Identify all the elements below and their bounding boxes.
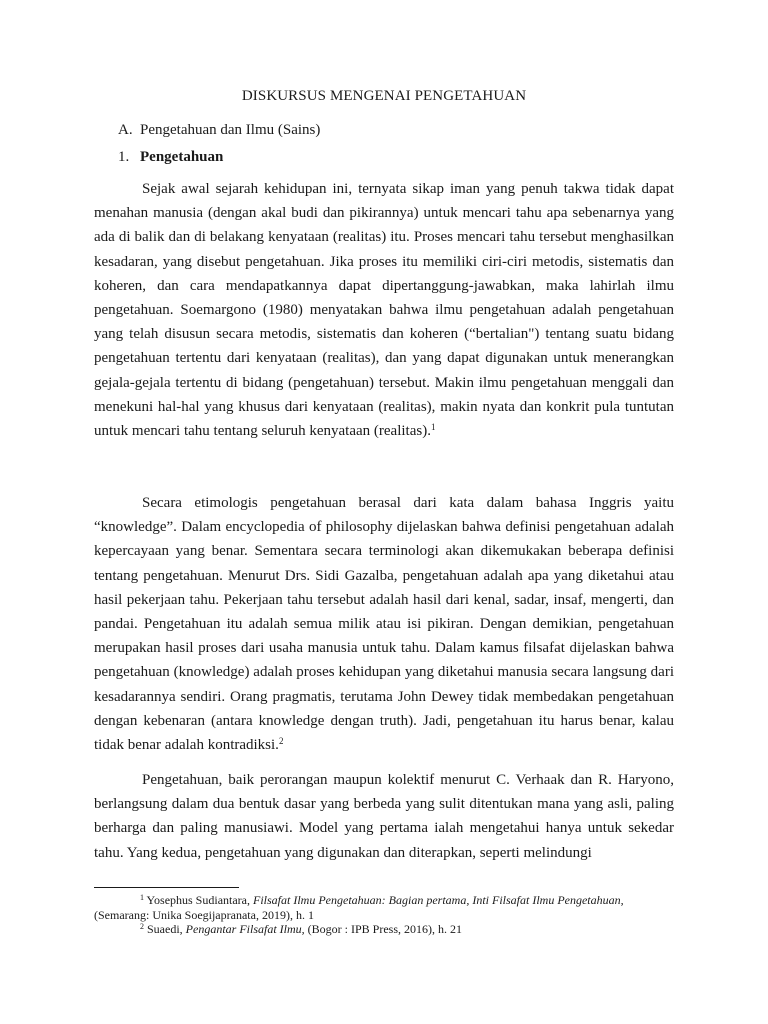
footnote-author: Suaedi, [144,922,186,936]
footnote-author: Yosephus Sudiantara, [144,893,254,907]
footnote-book-title: Filsafat Ilmu Pengetahuan: Bagian pertama, Inti Filsafat Ilmu Pengetahuan, [253,893,624,907]
footnote-number: 2 [140,922,144,931]
footnote [94,922,674,937]
paragraph-text: Sejak awal sejarah kehidupan ini, ternyata sikap iman yang penuh takwa tidak dapat menahan manusia (dengan akal budi dan pikirannya) untuk mencari tahu apa sebenarnya yang ada di balik dan di belakang kenyataan (realitas) itu. Proses mencari tahu tersebut menghasilkan kesadaran, yang disebut pengetahuan. Jika proses itu memiliki ciri-ciri metodis, sistematis dan koheren, dan cara mendapatkannya dapat dipertanggung-jawabkan, maka lahirlah ilmu pengetahuan. Soemargono (1980) menyatakan bahwa ilmu pengetahuan adalah pengetahuan yang telah disusun secara metodis, sistematis dan koheren (“bertalian") tentang suatu bidang pengetahuan tertentu dari kenyataan (realitas), dan yang dapat digunakan untuk menerangkan gejala-gejala tertentu di bidang (pengetahuan) tersebut. Makin ilmu pengetahuan menggali dan menekuni hal-hal yang khusus dari kenyataan (realitas), makin nyata dan konkrit pula tuntutan untuk mencari tahu tentang seluruh kenyataan (realitas). [94,181,674,440]
footnote [94,893,674,923]
paragraph-text: Secara etimologis pengetahuan berasal dari kata dalam bahasa Inggris yaitu “knowledge”. Dalam encyclopedia of philosophy dijelaskan bahwa definisi pengetahuan adalah kepercayaan yang benar. Sementara secara terminologi akan dikemukakan beberapa definisi tentang pengetahuan. Menurut Drs. Sidi Gazalba, pengetahuan adalah apa yang diketahui atau hasil pekerjaan tahu. Pekerjaan tahu tersebut adalah hasil dari kenal, sadar, insaf, mengerti, dan pandai. Pengetahuan itu adalah semua milik atau isi pikiran. Dengan demikian, pengetahuan merupakan hasil proses dari usaha manusia untuk tahu. Dalam kamus filsafat dijelaskan bahwa pengetahuan (knowledge) adalah proses kehidupan yang diketahui manusia secara langsung dari kesadarannya sendiri. Orang pragmatis, terutama John Dewey tidak membedakan pengetahuan dengan kebenaran (antara knowledge dengan truth). Jadi, pengetahuan itu harus benar, kalau tidak benar adalah kontradiksi. [94,495,674,754]
document-title: DISKURSUS MENGENAI PENGETAHUAN [241,88,527,104]
body-paragraph [94,177,674,443]
section-heading-text: Pengetahuan dan Ilmu (Sains) [140,122,321,138]
footnote-reference[interactable]: 2 [278,736,284,747]
section-marker: A. [118,122,133,138]
section-heading-a [118,122,320,139]
footnote-number: 1 [140,893,144,902]
subsection-marker: 1. [118,149,130,165]
footnote-publication: (Semarang: Unika Soegijapranata, 2019), h. 1 [94,908,314,922]
paragraph-text: Pengetahuan, baik perorangan maupun kolektif menurut C. Verhaak dan R. Haryono, berlangsung dalam dua bentuk dasar yang berbeda yang sulit ditentukan mana yang asli, paling berharga dan paling manusiawi. Model yang pertama ialah mengetahui hanya untuk sekedar tahu. Yang kedua, pengetahuan yang digunakan dan diterapkan, seperti melindungi [94,772,674,861]
body-paragraph [94,491,674,757]
footnote-reference[interactable]: 1 [430,422,436,433]
subsection-heading-text: Pengetahuan [140,149,224,165]
body-paragraph [94,768,674,865]
footnote-book-title: Pengantar Filsafat Ilmu, [185,922,305,936]
footnote-publication: (Bogor : IPB Press, 2016), h. 21 [304,922,463,936]
footnote-separator [94,887,239,888]
subsection-heading-1 [118,149,223,166]
